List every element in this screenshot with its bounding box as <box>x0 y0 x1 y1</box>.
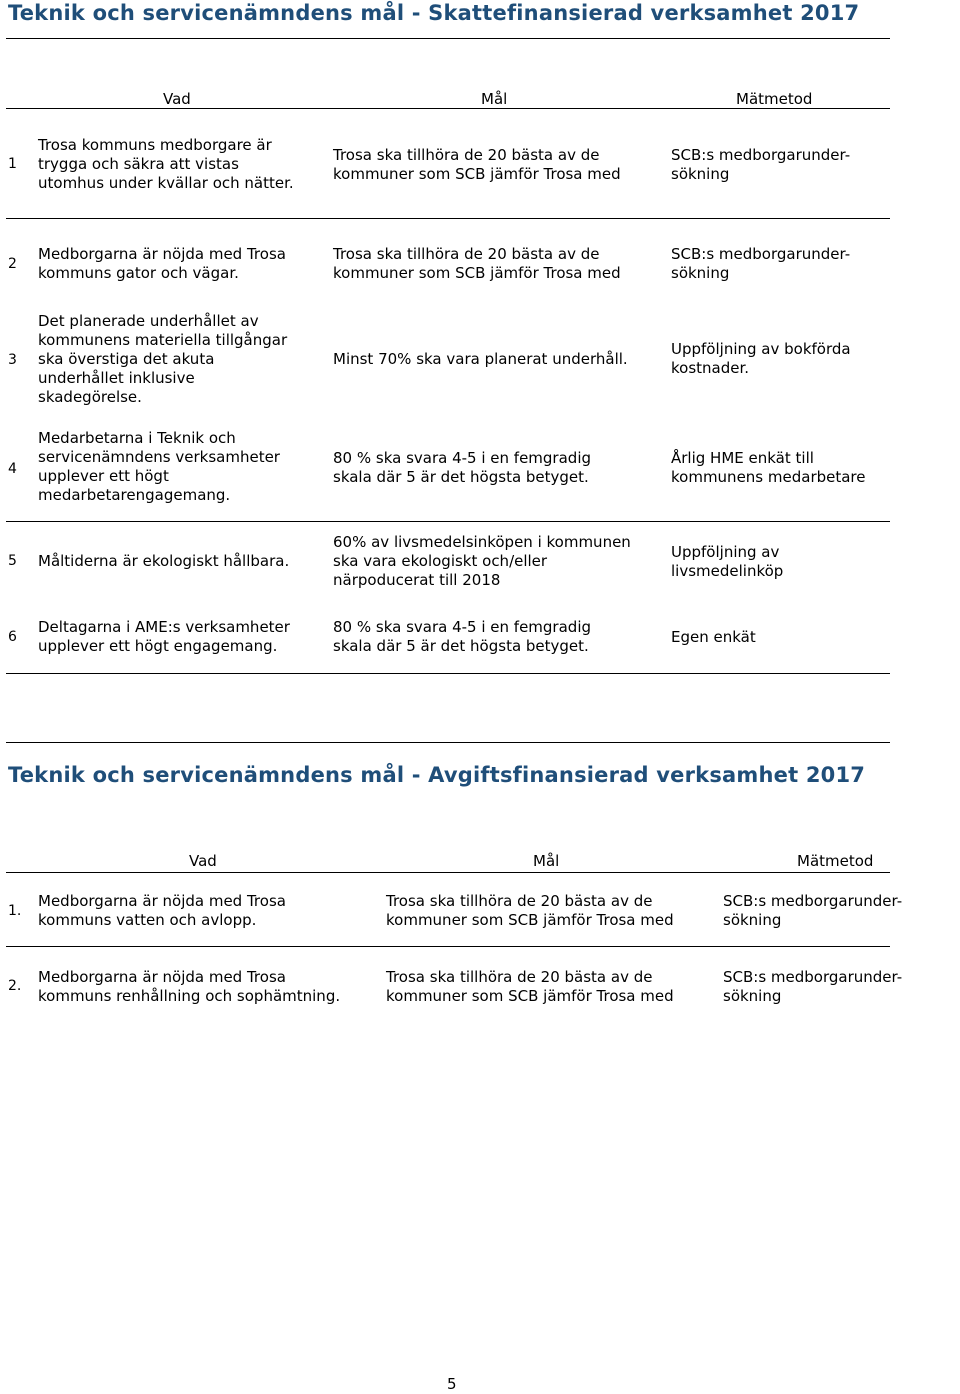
cell-line: kommuner som SCB jämför Trosa med <box>333 165 621 183</box>
section2-row1-mal <box>386 892 674 930</box>
section2-header-matmetod: Mätmetod <box>797 852 874 870</box>
section2-row1-matmetod <box>723 892 902 930</box>
cell-line: Medarbetarna i Teknik och <box>38 429 236 447</box>
section1-title-rule <box>6 38 890 39</box>
cell-line: livsmedelinköp <box>671 562 784 580</box>
cell-line: SCB:s medborgarunder- <box>723 968 903 986</box>
cell-line: SCB:s medborgarunder- <box>723 892 903 910</box>
section2-header-rule <box>6 872 890 873</box>
section1-row3-matmetod <box>671 340 851 378</box>
section2-top-rule <box>6 742 890 743</box>
section2-row1-number: 1. <box>8 903 22 919</box>
section1-row4-rule <box>6 521 890 522</box>
section2-row2-number: 2. <box>8 978 22 994</box>
cell-line: Medborgarna är nöjda med Trosa <box>38 968 286 986</box>
section1-row2-vad <box>38 245 286 283</box>
section1-row1-rule <box>6 218 890 219</box>
cell-line: trygga och säkra att vistas <box>38 155 239 173</box>
cell-line: närpoducerat till 2018 <box>333 571 501 589</box>
section2-row2-matmetod <box>723 968 902 1006</box>
section1-row1-mal <box>333 146 621 184</box>
section1-title: Teknik och servicenämndens mål - Skattefinansierad verksamhet 2017 <box>8 1 860 25</box>
cell-line: Trosa ska tillhöra de 20 bästa av de <box>333 146 600 164</box>
cell-line: Uppföljning av <box>671 543 780 561</box>
section1-row3-mal <box>333 350 628 369</box>
cell-line: Uppföljning av bokförda <box>671 340 851 358</box>
cell-line: servicenämndens verksamheter <box>38 448 280 466</box>
cell-line: kommuner som SCB jämför Trosa med <box>386 987 674 1005</box>
section2-title: Teknik och servicenämndens mål - Avgiftsfinansierad verksamhet 2017 <box>8 763 866 787</box>
cell-line: kommuner som SCB jämför Trosa med <box>333 264 621 282</box>
section1-row6-mal <box>333 618 591 656</box>
section1-row5-number: 5 <box>8 553 17 569</box>
section1-row5-matmetod <box>671 543 783 581</box>
section1-row6-number: 6 <box>8 629 17 645</box>
section1-row4-vad <box>38 429 280 505</box>
section1-row4-matmetod <box>671 449 866 487</box>
section1-row3-vad <box>38 312 287 407</box>
section2-row2-vad <box>38 968 340 1006</box>
cell-line: kostnader. <box>671 359 750 377</box>
section2-row2-mal <box>386 968 674 1006</box>
section2-header-vad: Vad <box>189 852 217 870</box>
section1-header-rule <box>6 108 890 109</box>
cell-line: Minst 70% ska vara planerat underhåll. <box>333 350 628 368</box>
section2-row1-rule <box>6 946 890 947</box>
cell-line: skala där 5 är det högsta betyget. <box>333 637 589 655</box>
cell-line: kommuns gator och vägar. <box>38 264 239 282</box>
section1-row6-vad <box>38 618 290 656</box>
cell-line: sökning <box>723 987 782 1005</box>
section1-row1-vad <box>38 136 294 193</box>
section1-row2-number: 2 <box>8 256 17 272</box>
cell-line: Deltagarna i AME:s verksamheter <box>38 618 290 636</box>
section2-row1-vad <box>38 892 286 930</box>
cell-line: ska överstiga det akuta <box>38 350 215 368</box>
cell-line: skadegörelse. <box>38 388 142 406</box>
cell-line: 60% av livsmedelsinköpen i kommunen <box>333 533 631 551</box>
section1-row5-vad <box>38 552 289 571</box>
section1-row5-mal <box>333 533 631 590</box>
page-number: 5 <box>447 1375 457 1393</box>
cell-line: sökning <box>671 264 730 282</box>
cell-line: Det planerade underhållet av <box>38 312 259 330</box>
cell-line: utomhus under kvällar och nätter. <box>38 174 294 192</box>
section1-row6-rule <box>6 673 890 674</box>
cell-line: Trosa kommuns medborgare är <box>38 136 272 154</box>
section1-row4-mal <box>333 449 591 487</box>
cell-line: 80 % ska svara 4-5 i en femgradig <box>333 449 592 467</box>
cell-line: Måltiderna är ekologiskt hållbara. <box>38 552 290 570</box>
cell-line: Egen enkät <box>671 628 756 646</box>
section1-row3-number: 3 <box>8 352 17 368</box>
section1-row2-mal <box>333 245 621 283</box>
cell-line: Medborgarna är nöjda med Trosa <box>38 245 286 263</box>
cell-line: upplever ett högt <box>38 467 169 485</box>
cell-line: kommuns vatten och avlopp. <box>38 911 257 929</box>
cell-line: 80 % ska svara 4-5 i en femgradig <box>333 618 592 636</box>
section1-row6-matmetod <box>671 628 756 647</box>
cell-line: kommunens medarbetare <box>671 468 866 486</box>
section2-header-mal: Mål <box>533 852 560 870</box>
cell-line: kommuner som SCB jämför Trosa med <box>386 911 674 929</box>
section1-row4-number: 4 <box>8 461 17 477</box>
cell-line: sökning <box>671 165 730 183</box>
section1-row2-matmetod <box>671 245 850 283</box>
section1-header-matmetod: Mätmetod <box>736 90 813 108</box>
cell-line: kommuns renhållning och sophämtning. <box>38 987 341 1005</box>
section1-row1-number: 1 <box>8 156 17 172</box>
cell-line: medarbetarengagemang. <box>38 486 231 504</box>
cell-line: Medborgarna är nöjda med Trosa <box>38 892 286 910</box>
cell-line: Trosa ska tillhöra de 20 bästa av de <box>333 245 600 263</box>
cell-line: Årlig HME enkät till <box>671 449 814 467</box>
cell-line: upplever ett högt engagemang. <box>38 637 278 655</box>
section1-header-mal: Mål <box>481 90 508 108</box>
cell-line: Trosa ska tillhöra de 20 bästa av de <box>386 892 653 910</box>
cell-line: Trosa ska tillhöra de 20 bästa av de <box>386 968 653 986</box>
cell-line: ska vara ekologiskt och/eller <box>333 552 548 570</box>
cell-line: SCB:s medborgarunder- <box>671 146 851 164</box>
cell-line: skala där 5 är det högsta betyget. <box>333 468 589 486</box>
section1-row1-matmetod <box>671 146 850 184</box>
cell-line: SCB:s medborgarunder- <box>671 245 851 263</box>
cell-line: sökning <box>723 911 782 929</box>
cell-line: kommunens materiella tillgångar <box>38 331 288 349</box>
section1-header-vad: Vad <box>163 90 191 108</box>
cell-line: underhållet inklusive <box>38 369 195 387</box>
